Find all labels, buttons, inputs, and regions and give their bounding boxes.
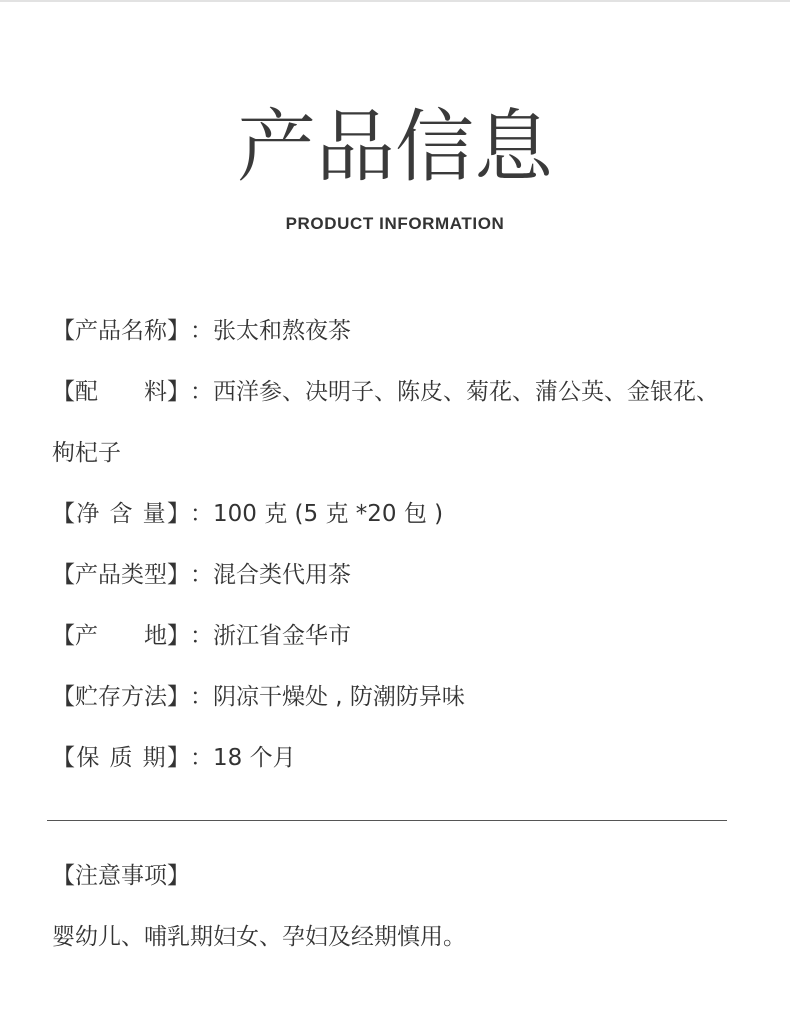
info-label: 【保 质 期】 <box>52 745 190 771</box>
info-separator: ： <box>190 684 213 710</box>
info-value: 18 个月 <box>213 745 296 771</box>
info-row-storage <box>52 667 732 728</box>
info-list <box>52 301 732 789</box>
info-row-product-type <box>52 545 732 606</box>
info-separator: ： <box>190 318 213 344</box>
info-row-ingredients <box>52 362 732 484</box>
info-row-origin <box>52 606 732 667</box>
info-separator: ： <box>190 623 213 649</box>
info-value: 西洋参、决明子、陈皮、菊花、蒲公英、金银花、枸杞子 <box>52 379 719 466</box>
info-value: 混合类代用茶 <box>213 562 351 588</box>
info-separator: ： <box>190 379 213 405</box>
info-label: 【产 地】 <box>52 623 190 649</box>
info-label: 【配 料】 <box>52 379 190 405</box>
info-label: 【产品名称】 <box>52 318 190 344</box>
section-divider <box>47 820 727 821</box>
info-value: 100 克 (5 克 *20 包 ) <box>213 501 444 527</box>
notice-section <box>52 846 732 968</box>
notice-heading: 【注意事项】 <box>52 863 190 889</box>
info-label: 【净 含 量】 <box>52 501 190 527</box>
info-row-net-content <box>52 484 732 545</box>
info-value: 张太和熬夜茶 <box>213 318 351 344</box>
info-value: 阴凉干燥处 , 防潮防异味 <box>213 684 465 710</box>
page-subtitle: PRODUCT INFORMATION <box>285 214 505 233</box>
info-separator: ： <box>190 501 213 527</box>
info-label: 【贮存方法】 <box>52 684 190 710</box>
top-border <box>0 0 790 2</box>
info-separator: ： <box>190 745 213 771</box>
info-row-shelf-life <box>52 728 732 789</box>
page-title: 产品信息 <box>237 101 553 193</box>
notice-text: 婴幼儿、哺乳期妇女、孕妇及经期慎用。 <box>52 924 466 950</box>
info-separator: ： <box>190 562 213 588</box>
info-row-product-name <box>52 301 732 362</box>
info-value: 浙江省金华市 <box>213 623 351 649</box>
info-label: 【产品类型】 <box>52 562 190 588</box>
